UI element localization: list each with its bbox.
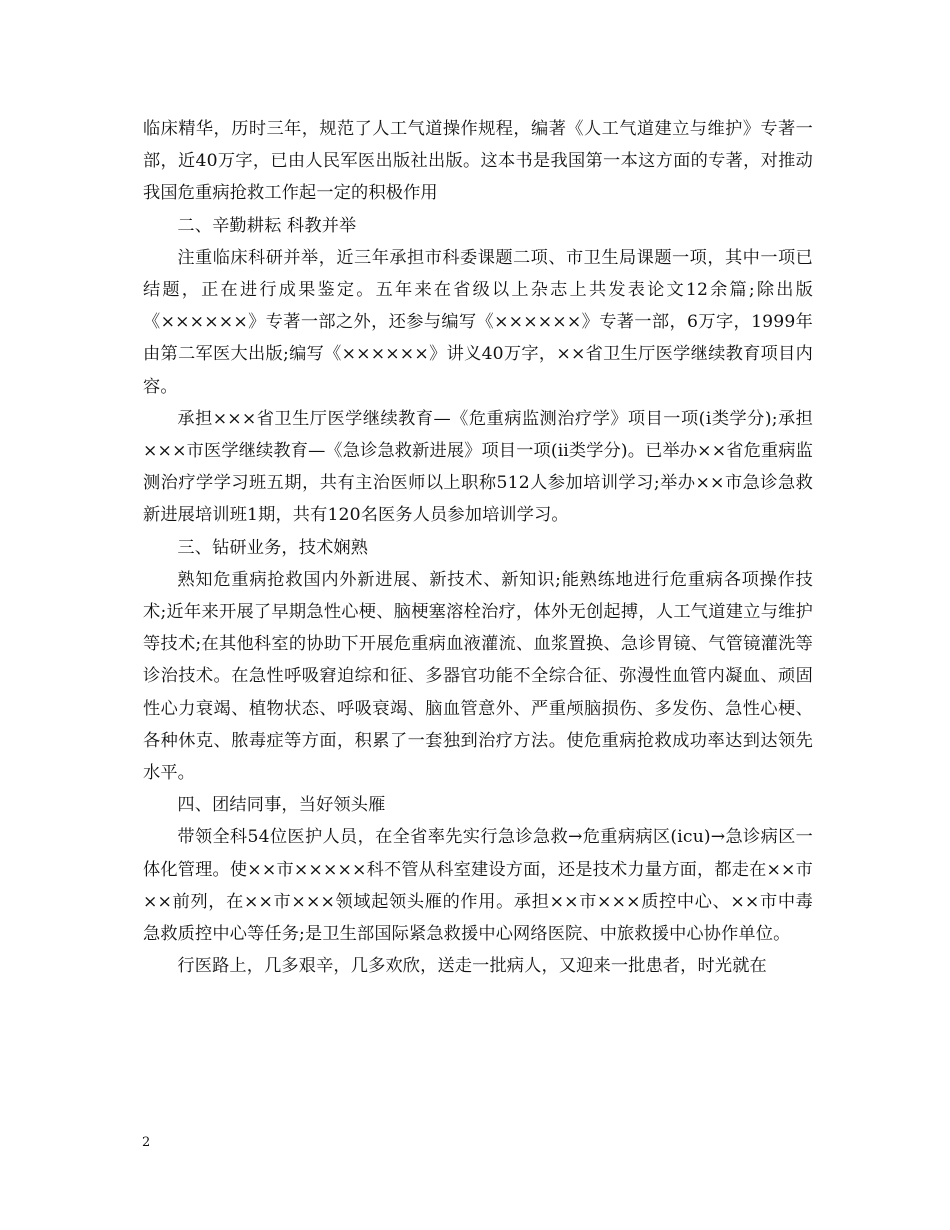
paragraph-techniques: 熟知危重病抢救国内外新进展、新技术、新知识;能熟练地进行危重病各项操作技术;近年来开展了早期急性心梗、脑梗塞溶栓治疗，体外无创起搏，人工气道建立与维护等技术;在其他科室的协助下开展危重病血液灌流、血浆置换、急诊胃镜、气管镜灌洗等诊治技术。在急性呼吸窘迫综和征、多器官功能不全综合征、弥漫性血管内凝血、顽固性心力衰竭、植物状态、呼吸衰竭、脑血管意外、严重颅脑损伤、多发伤、急性心梗、各种休克、脓毒症等方面，积累了一套独到治疗方法。使危重病抢救成功率达到达领先水平。 — [143, 569, 813, 784]
section-heading-2: 二、辛勤耕耘 科教并举 — [177, 215, 357, 236]
paragraph-closing: 行医路上，几多艰辛，几多欢欣，送走一批病人，又迎来一批患者，时光就在 — [177, 956, 767, 977]
paragraph-education: 承担×××省卫生厅医学继续教育—《危重病监测治疗学》项目一项(ⅰ类学分);承担×××市医学继续教育—《急诊急救新进展》项目一项(ⅱ类学分)。已举办××省危重病监测治疗学学习班五期，共有主治医师以上职称512人参加培训学习;举办××市急诊急救新进展培训班1期，共有120名医务人员参加培训学习。 — [143, 408, 813, 526]
document-body — [143, 113, 813, 982]
paragraph-leadership: 带领全科54位医护人员，在全省率先实行急诊急救→危重病病区(icu)→急诊病区一体化管理。使××市×××××科不管从科室建设方面，还是技术力量方面，都走在××市××前列，在××市×××领域起领头雁的作用。承担××市×××质控中心、××市中毒急救质控中心等任务;是卫生部国际紧急救援中心网络医院、中旅救援中心协作单位。 — [143, 827, 813, 945]
section-heading-4: 四、团结同事，当好领头雁 — [177, 795, 386, 816]
paragraph-continuation: 临床精华，历时三年，规范了人工气道操作规程，编著《人工气道建立与维护》专著一部，近40万字，已由人民军医出版社出版。这本书是我国第一本这方面的专著，对推动我国危重病抢救工作起一定的积极作用 — [143, 119, 813, 204]
section-heading-3: 三、钻研业务，技术娴熟 — [177, 537, 369, 558]
page-number: 2 — [142, 1135, 151, 1150]
paragraph-research: 注重临床科研并举，近三年承担市科委课题二项、市卫生局课题一项，其中一项已结题，正在进行成果鉴定。五年来在省级以上杂志上共发表论文12余篇;除出版《××××××》专著一部之外，还参与编写《××××××》专著一部，6万字，1999年由第二军医大出版;编写《××××××》讲义40万字，××省卫生厅医学继续教育项目内容。 — [143, 247, 813, 397]
